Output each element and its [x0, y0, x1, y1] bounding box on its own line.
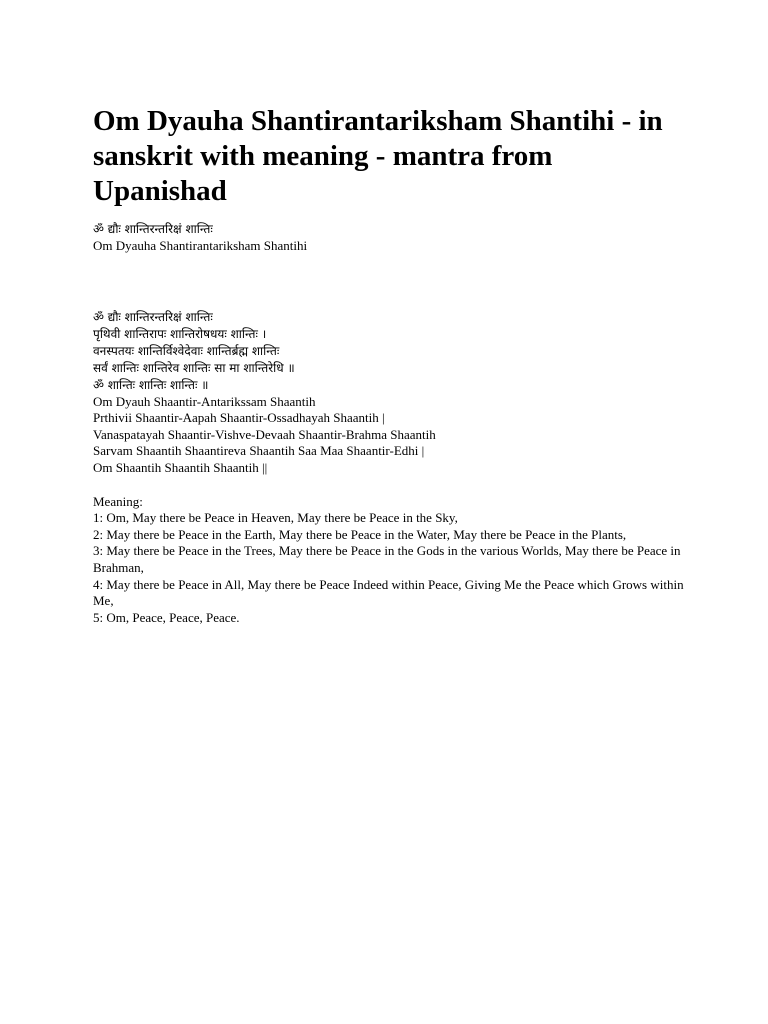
transliteration-line: Om Shaantih Shaantih Shaantih ||: [93, 459, 268, 475]
meaning-item: 4: May there be Peace in All, May there be Peace Indeed within Peace, Giving Me the Peace which Grows within Me,: [93, 576, 684, 609]
transliteration-line: Prthivii Shaantir-Aapah Shaantir-Ossadhayah Shaantih |: [93, 410, 385, 426]
document-title: Om Dyauha Shantirantariksham Shantihi - in sanskrit with meaning - mantra from Upanishad: [93, 105, 663, 207]
devanagari-line: ॐ शान्तिः शान्तिः शान्तिः ॥: [93, 377, 209, 392]
devanagari-line: पृथिवी शान्तिरापः शान्तिरोषधयः शान्तिः ।: [93, 326, 267, 341]
meaning-item: 5: Om, Peace, Peace, Peace.: [93, 609, 240, 625]
devanagari-line: सर्वं शान्तिः शान्तिरेव शान्तिः सा मा शान्तिरेधि ॥: [93, 360, 295, 375]
transliteration-line: Sarvam Shaantih Shaantireva Shaantih Saa Maa Shaantir-Edhi |: [93, 443, 425, 459]
transliteration-line: Vanaspatayah Shaantir-Vishve-Devaah Shaantir-Brahma Shaantih: [93, 426, 436, 442]
devanagari-line: ॐ द्यौः शान्तिरन्तरिक्षं शान्तिः: [93, 309, 213, 324]
meaning-block: [93, 494, 693, 627]
short-mantra-block: [93, 221, 693, 255]
full-mantra-block: [93, 309, 693, 477]
transliteration-line: Om Dyauh Shaantir-Antarikssam Shaantih: [93, 393, 316, 409]
short-mantra-transliteration: Om Dyauha Shantirantariksham Shantihi: [93, 238, 308, 253]
document-page: [93, 104, 693, 626]
short-mantra-devanagari: ॐ द्यौः शान्तिरन्तरिक्षं शान्तिः: [93, 222, 213, 236]
meaning-item: 2: May there be Peace in the Earth, May there be Peace in the Water, May there be Peace in the Plants,: [93, 526, 627, 542]
meaning-heading: Meaning:: [93, 493, 143, 509]
meaning-item: 3: May there be Peace in the Trees, May there be Peace in the Gods in the various Worlds, May there be Peace in Brahman,: [93, 543, 681, 575]
meaning-item: 1: Om, May there be Peace in Heaven, May there be Peace in the Sky,: [93, 510, 458, 526]
devanagari-line: वनस्पतयः शान्तिर्विश्वेदेवाः शान्तिर्ब्रह्म शान्तिः: [93, 343, 280, 358]
